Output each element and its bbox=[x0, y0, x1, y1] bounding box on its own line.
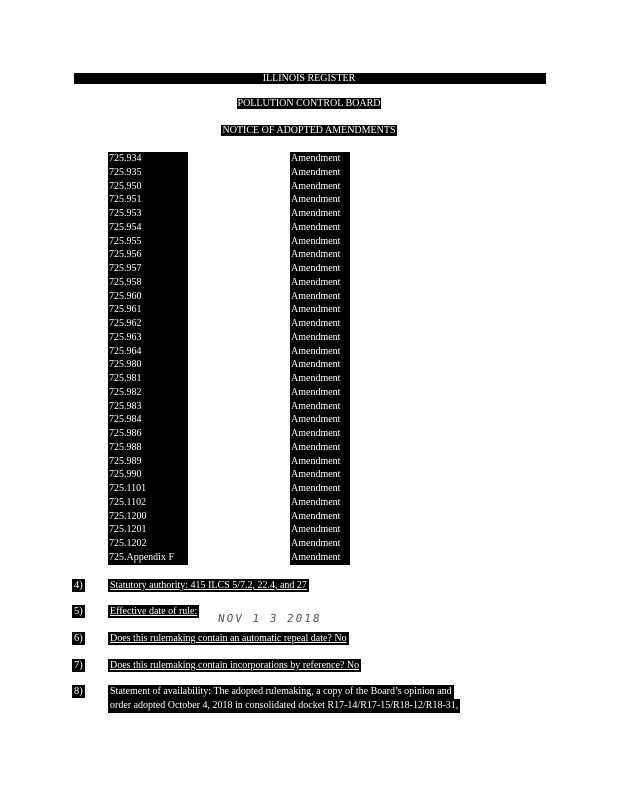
board-title-text: POLLUTION CONTROL BOARD bbox=[237, 98, 381, 109]
section-action: Amendment bbox=[290, 235, 350, 249]
section-action: Amendment bbox=[290, 441, 350, 455]
section-action: Amendment bbox=[290, 317, 350, 331]
section-number: 725.954 bbox=[108, 221, 188, 235]
section-number: 725.964 bbox=[108, 345, 188, 359]
section-action: Amendment bbox=[290, 372, 350, 386]
section-number: 725.935 bbox=[108, 166, 188, 180]
section-number: 725.955 bbox=[108, 235, 188, 249]
section-action: Amendment bbox=[290, 276, 350, 290]
section-number: 725.1202 bbox=[108, 537, 188, 551]
section-number: 725.957 bbox=[108, 262, 188, 276]
section-number: 725.961 bbox=[108, 303, 188, 317]
item-7-text: Does this rulemaking contain incorporations by reference? No bbox=[110, 660, 360, 671]
section-action: Amendment bbox=[290, 166, 350, 180]
section-number: 725.988 bbox=[108, 441, 188, 455]
handwritten-date: NOV 1 3 2018 bbox=[217, 612, 323, 625]
section-action: Amendment bbox=[290, 193, 350, 207]
section-number: 725.934 bbox=[108, 152, 188, 166]
section-action: Amendment bbox=[290, 386, 350, 400]
item-8-line-1: Statement of availability: The adopted rulemaking, a copy of the Board’s opinion and bbox=[110, 686, 452, 697]
item-4-number: 4) bbox=[74, 580, 83, 591]
section-number: 725.953 bbox=[108, 207, 188, 221]
section-action: Amendment bbox=[290, 413, 350, 427]
section-number: 725.981 bbox=[108, 372, 188, 386]
section-number: 725.982 bbox=[108, 386, 188, 400]
item-4-text: Statutory authority: 415 ILCS 5/7.2, 22.4, and 27 bbox=[110, 580, 307, 591]
section-action: Amendment bbox=[290, 523, 350, 537]
section-number: 725.1200 bbox=[108, 510, 188, 524]
section-action: Amendment bbox=[290, 152, 350, 166]
section-action: Amendment bbox=[290, 482, 350, 496]
register-title bbox=[0, 73, 618, 84]
section-action: Amendment bbox=[290, 290, 350, 304]
section-action: Amendment bbox=[290, 468, 350, 482]
section-action: Amendment bbox=[290, 331, 350, 345]
section-action: Amendment bbox=[290, 180, 350, 194]
section-action: Amendment bbox=[290, 248, 350, 262]
section-action: Amendment bbox=[290, 358, 350, 372]
item-8-line-2: order adopted October 4, 2018 in consolidated docket R17-14/R17-15/R18-12/R18-31, bbox=[110, 700, 459, 711]
section-action: Amendment bbox=[290, 496, 350, 510]
section-action: Amendment bbox=[290, 455, 350, 469]
item-5-text: Effective date of rule: bbox=[110, 606, 198, 617]
section-number: 725.Appendix F bbox=[108, 551, 188, 565]
section-number: 725.986 bbox=[108, 427, 188, 441]
section-action: Amendment bbox=[290, 400, 350, 414]
section-number: 725.1102 bbox=[108, 496, 188, 510]
section-action: Amendment bbox=[290, 537, 350, 551]
section-action: Amendment bbox=[290, 303, 350, 317]
section-number: 725.984 bbox=[108, 413, 188, 427]
section-action: Amendment bbox=[290, 551, 350, 565]
register-title-text: ILLINOIS REGISTER bbox=[262, 73, 356, 84]
notice-title bbox=[0, 125, 618, 136]
section-number: 725.989 bbox=[108, 455, 188, 469]
section-action: Amendment bbox=[290, 427, 350, 441]
item-7-number: 7) bbox=[74, 660, 83, 671]
section-number: 725.980 bbox=[108, 358, 188, 372]
section-number: 725.956 bbox=[108, 248, 188, 262]
section-action: Amendment bbox=[290, 207, 350, 221]
item-6-number: 6) bbox=[74, 633, 83, 644]
board-title bbox=[0, 98, 618, 109]
section-action: Amendment bbox=[290, 262, 350, 276]
section-number: 725.1201 bbox=[108, 523, 188, 537]
item-6-text: Does this rulemaking contain an automatic repeal date? No bbox=[110, 633, 347, 644]
section-number: 725.1101 bbox=[108, 482, 188, 496]
section-action: Amendment bbox=[290, 221, 350, 235]
notice-title-text: NOTICE OF ADOPTED AMENDMENTS bbox=[222, 125, 396, 136]
section-number: 725.990 bbox=[108, 468, 188, 482]
section-action: Amendment bbox=[290, 345, 350, 359]
item-8-number: 8) bbox=[74, 686, 83, 697]
section-number: 725.950 bbox=[108, 180, 188, 194]
section-action: Amendment bbox=[290, 510, 350, 524]
section-number: 725.958 bbox=[108, 276, 188, 290]
item-5-number: 5) bbox=[74, 606, 83, 617]
section-number: 725.962 bbox=[108, 317, 188, 331]
section-number: 725.963 bbox=[108, 331, 188, 345]
section-number: 725.951 bbox=[108, 193, 188, 207]
section-number: 725.960 bbox=[108, 290, 188, 304]
section-number: 725.983 bbox=[108, 400, 188, 414]
